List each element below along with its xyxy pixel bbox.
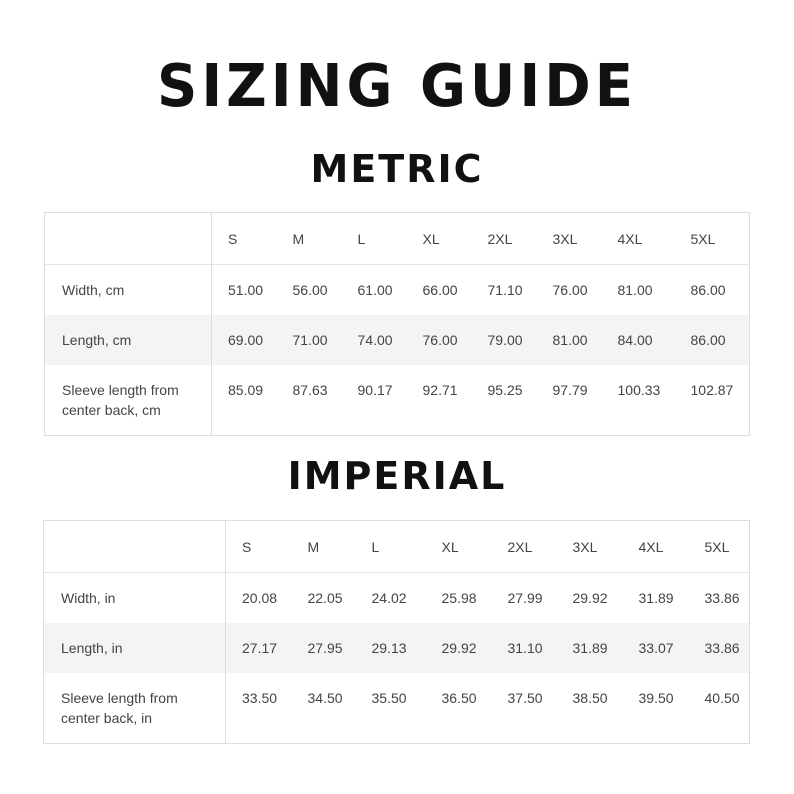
table-row (44, 623, 750, 673)
row-label (44, 673, 226, 744)
table-cell: 86.00 (690, 282, 726, 298)
row-label (45, 365, 212, 436)
row-label: Length, in (44, 623, 226, 673)
size-header: XL (407, 213, 472, 265)
size-header: S (226, 521, 292, 573)
table-cell: 27.95 (292, 623, 356, 673)
metric-size-table (44, 212, 750, 436)
row-label: Width, cm (45, 265, 212, 316)
header-empty-cell (44, 521, 226, 573)
table-cell: 38.50 (572, 690, 608, 706)
table-cell: 29.92 (426, 623, 492, 673)
size-header: XL (426, 521, 492, 573)
table-cell: 74.00 (342, 315, 407, 365)
table-cell: 85.09 (228, 382, 264, 398)
table-cell: 40.50 (704, 690, 740, 706)
row-label-line1: Sleeve length from (62, 382, 179, 398)
table-header-row (45, 213, 750, 265)
table-cell: 76.00 (552, 282, 588, 298)
table-cell: 27.17 (226, 623, 292, 673)
table-cell: 29.13 (356, 623, 426, 673)
table-cell: 97.79 (552, 382, 588, 398)
table-cell: 33.07 (623, 623, 689, 673)
size-header: S (212, 213, 277, 265)
row-label: Width, in (44, 573, 226, 624)
table-row (45, 315, 750, 365)
size-header: 2XL (492, 521, 557, 573)
size-header: 4XL (602, 213, 675, 265)
table-cell: 20.08 (242, 590, 278, 606)
table-cell: 79.00 (472, 315, 537, 365)
table-cell: 51.00 (228, 282, 264, 298)
table-cell: 86.00 (675, 315, 750, 365)
table-cell: 56.00 (292, 282, 328, 298)
table-cell: 25.98 (441, 590, 477, 606)
table-row (44, 673, 750, 744)
table-cell: 33.86 (704, 590, 740, 606)
page-title: SIZING GUIDE (157, 52, 637, 121)
size-header: 3XL (537, 213, 602, 265)
table-cell: 69.00 (212, 315, 277, 365)
table-cell: 34.50 (307, 690, 343, 706)
imperial-size-table (43, 520, 750, 744)
table-cell: 33.86 (689, 623, 750, 673)
row-label: Length, cm (45, 315, 212, 365)
table-cell: 27.99 (507, 590, 543, 606)
header-empty-cell (45, 213, 212, 265)
table-cell: 31.89 (557, 623, 623, 673)
table-cell: 33.50 (242, 690, 278, 706)
imperial-heading: IMPERIAL (287, 454, 507, 498)
size-header: 2XL (472, 213, 537, 265)
table-cell: 100.33 (617, 382, 661, 398)
table-row (45, 365, 750, 436)
table-cell: 71.00 (277, 315, 342, 365)
table-cell: 87.63 (292, 382, 328, 398)
size-header: M (292, 521, 356, 573)
table-row (44, 573, 750, 624)
row-label-line2: center back, cm (62, 402, 161, 418)
table-cell: 102.87 (690, 382, 734, 398)
metric-heading: METRIC (310, 147, 484, 191)
table-cell: 90.17 (357, 382, 393, 398)
table-cell: 95.25 (487, 382, 523, 398)
size-header: 4XL (623, 521, 689, 573)
size-header: L (356, 521, 426, 573)
table-row (45, 265, 750, 316)
table-cell: 92.71 (422, 382, 458, 398)
table-cell: 35.50 (371, 690, 407, 706)
table-cell: 24.02 (371, 590, 407, 606)
table-cell: 81.00 (617, 282, 653, 298)
table-cell: 61.00 (357, 282, 393, 298)
table-header-row (44, 521, 750, 573)
size-header: M (277, 213, 342, 265)
table-cell: 37.50 (507, 690, 543, 706)
table-cell: 81.00 (537, 315, 602, 365)
table-cell: 71.10 (487, 282, 523, 298)
table-cell: 29.92 (572, 590, 608, 606)
table-cell: 22.05 (307, 590, 343, 606)
table-cell: 84.00 (602, 315, 675, 365)
table-cell: 31.89 (638, 590, 674, 606)
size-header: 5XL (689, 521, 750, 573)
table-cell: 31.10 (492, 623, 557, 673)
size-header: 3XL (557, 521, 623, 573)
row-label-line2: center back, in (61, 710, 153, 726)
table-cell: 76.00 (407, 315, 472, 365)
size-header: L (342, 213, 407, 265)
size-header: 5XL (675, 213, 750, 265)
table-cell: 66.00 (422, 282, 458, 298)
table-cell: 39.50 (638, 690, 674, 706)
row-label-line1: Sleeve length from (61, 690, 178, 706)
table-cell: 36.50 (441, 690, 477, 706)
